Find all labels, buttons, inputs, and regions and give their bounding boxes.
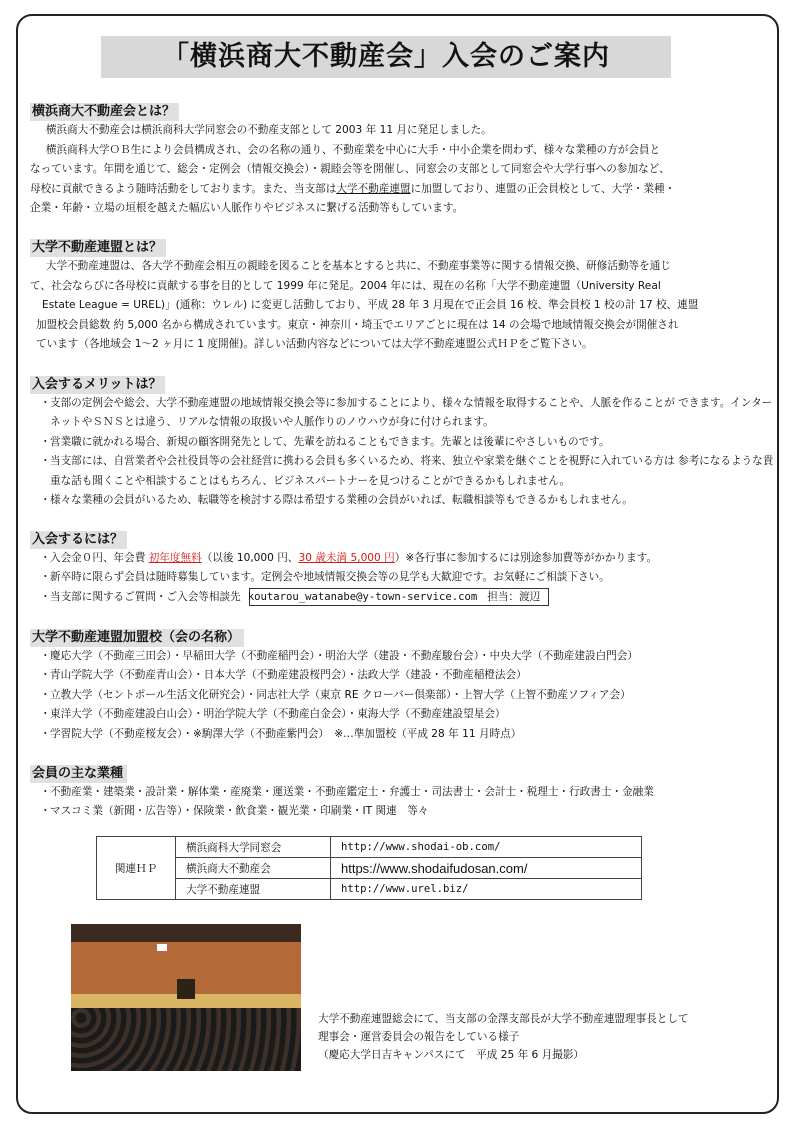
list-item: ・ 不動産業・建築業・設計業・解体業・産廃業・運送業・不動産鑑定士・弁護士・司法書士・会計士・税理士・行政書士・金融業 <box>30 783 775 802</box>
links-label: 関連ＨＰ <box>97 837 176 900</box>
podium-speaker <box>177 979 195 999</box>
list-item: ・ 支部の定例会や総会、大学不動産連盟の地域情報交換会等に参加することにより、様々な情報を取得することや、人脈を作ることが できます。インターネットやＳＮＳとは違う、リアルな情報の取扱いや人脈作りのノウハウが身に付けられます。 <box>30 394 775 433</box>
first-year-free: 初年度無料 <box>148 552 202 564</box>
link-name: 大学不動産連盟 <box>176 879 331 900</box>
about-line: 企業・年齢・立場の垣根を越えた幅広い人脈作りやビジネスに繋げる活動等もしています。 <box>30 202 464 215</box>
caption-line: （慶応大学日吉キャンパスにて 平成 25 年 6 月撮影） <box>318 1049 585 1061</box>
fee-text: ）※各行事に参加するには別途参加費等がかかります。 <box>394 552 658 564</box>
links-table <box>96 836 642 900</box>
conference-photo <box>71 924 301 1071</box>
merits-section <box>30 373 775 510</box>
fee-text: （以後 10,000 円、 <box>201 552 299 564</box>
about-line: なっています。年間を通じて、総会・定例会（情報交換会）・親睦会等を開催し、同窓会の支部として同窓会や大学行事への参加など、 <box>30 163 670 176</box>
list-item: ・ 東洋大学（不動産建設白山会）・明治学院大学（不動産白金会）・東海大学（不動産建設望星会） <box>30 705 775 724</box>
caption-line: 大学不動産連盟総会にて、当支部の金澤支部長が大学不動産連盟理事長として <box>318 1013 689 1025</box>
contact-person: 担当：渡辺 <box>487 590 541 603</box>
industries-list <box>30 783 775 822</box>
about-line: 横浜商科大学ＯＢ生により会員構成され、会の名称の通り、不動産業を中心に大手・中小企業を問わず、様々な業種の方が会員と <box>45 143 661 156</box>
federation-line: 大学不動産連盟は、各大学不動産会相互の親睦を図ることを基本とすると共に、不動産事業等に関する情報交換、研修活動等を通じ <box>45 260 671 272</box>
list-item <box>30 588 775 607</box>
link-url[interactable]: https://www.shodaifudosan.com/ <box>331 858 642 879</box>
link-url[interactable]: http://www.shodai-ob.com/ <box>331 837 642 858</box>
about-text: 母校に貢献できるよう随時活動をしております。また、当支部は <box>30 182 337 195</box>
industries-heading: 会員の主な業種 <box>30 765 127 783</box>
contact-email[interactable]: koutarou_watanabe@y-town-service.com <box>247 590 478 603</box>
page-title: 「横浜商大不動産会」入会のご案内 <box>101 36 671 78</box>
photo-caption <box>318 1010 689 1064</box>
merits-list <box>30 394 775 510</box>
join-heading: 入会するには？ <box>30 531 127 549</box>
link-name: 横浜商科大学同窓会 <box>176 837 331 858</box>
federation-line: 加盟校会員総数 約 5,000 名から構成されています。東京・神奈川・埼玉でエリアごとに現在は 14 の会場で地域情報交換会が開催され <box>36 318 679 331</box>
list-item: ・ 青山学院大学（不動産青山会）・日本大学（不動産建設桜門会）・法政大学（建設・不動産稲橙法会） <box>30 666 775 685</box>
caption-line: 理事会・運営委員会の報告をしている様子 <box>318 1031 520 1043</box>
list-item: ・ 学習院大学（不動産桜友会）・※駒澤大学（不動産紫門会） ※…準加盟校（平成 28 年 11 月時点） <box>30 725 775 744</box>
merits-heading: 入会するメリットは？ <box>30 376 165 394</box>
contact-box <box>249 588 550 606</box>
link-name: 横浜商大不動産会 <box>176 858 331 879</box>
table-row <box>97 837 642 858</box>
list-item: ・ 様々な業種の会員がいるため、転職等を検討する際は希望する業種の会員がいれば、転職相談等もできるかもしれません。 <box>30 491 775 510</box>
about-line: 横浜商大不動産会は横浜商科大学同窓会の不動産支部として 2003 年 11 月に発足しました。 <box>45 124 492 136</box>
table-row <box>97 879 642 900</box>
list-item: ・ 慶応大学（不動産三田会）・早稲田大学（不動産稲門会）・明治大学（建設・不動産駿台会）・中央大学（不動産建設白門会） <box>30 647 775 666</box>
federation-line: Estate League = UREL)」(通称：ウレル) に変更し活動しており、平成 28 年 3 月現在で正会員 16 校、準会員校 1 校の計 17 校、連盟 <box>42 299 699 312</box>
about-line <box>30 180 775 200</box>
link-url[interactable]: http://www.urel.biz/ <box>331 879 642 900</box>
federation-heading: 大学不動産連盟とは？ <box>30 239 166 257</box>
federation-line: ています（各地域会 1～2 ヶ月に 1 度開催)。詳しい活動内容などについては大学不動産連盟公式ＨＰをご覧下さい。 <box>36 338 593 351</box>
flag-icon <box>157 944 167 951</box>
about-text: に加盟しており、連盟の正会員校として、大学・業種・ <box>410 182 676 195</box>
members-list <box>30 647 775 744</box>
list-item <box>30 549 775 568</box>
federation-section <box>30 236 775 355</box>
members-heading: 大学不動産連盟加盟校（会の名称） <box>30 629 244 647</box>
list-item: ・ 営業職に就かれる場合、新規の顧客開発先として、先輩を訪ねることもできます。先輩とは後輩にやさしいものです。 <box>30 433 775 452</box>
industries-section <box>30 762 775 822</box>
fee-text: 入会金０円、年会費 <box>50 552 149 564</box>
federation-line: て、社会ならびに各母校に貢献する事を目的として 1999 年に発足。2004 年には、現在の名称「大学不動産連盟（University Real <box>30 279 661 292</box>
list-item: ・ 新卒時に限らず会員は随時募集しています。定例会や地域情報交換会等の見学も大歓迎です。お気軽にご相談下さい。 <box>30 568 775 587</box>
list-item: ・ 立教大学（セントポール生活文化研究会）・同志社大学（東京 RE クローバー倶楽部）・上智大学（上智不動産ソフィア会） <box>30 686 775 705</box>
members-section <box>30 626 775 744</box>
list-item: ・ マスコミ業（新聞・広告等）・保険業・飲食業・観光業・印刷業・IT 関連 等々 <box>30 802 775 821</box>
contact-label: 当支部に関するご質問・ご入会等相談先 <box>50 590 241 603</box>
about-section <box>30 100 775 219</box>
join-list <box>30 549 775 607</box>
photo-audience <box>71 1008 301 1071</box>
photo-ceiling <box>71 924 301 942</box>
list-item: ・ 当支部には、自営業者や会社役員等の会社経営に携わる会員も多くいるため、将来、独立や家業を継ぐことを視野に入れている方は 参考になるような貴重な話も聞くことや相談することはもちろん、ビジネスパートナーを見つけることができるかもしれません。 <box>30 452 775 491</box>
table-row <box>97 858 642 879</box>
federation-link[interactable]: 大学不動産連盟 <box>336 182 411 195</box>
about-heading: 横浜商大不動産会とは？ <box>30 103 179 121</box>
under30-fee: 30 歳未満 5,000 円 <box>298 552 395 564</box>
join-section <box>30 528 775 607</box>
